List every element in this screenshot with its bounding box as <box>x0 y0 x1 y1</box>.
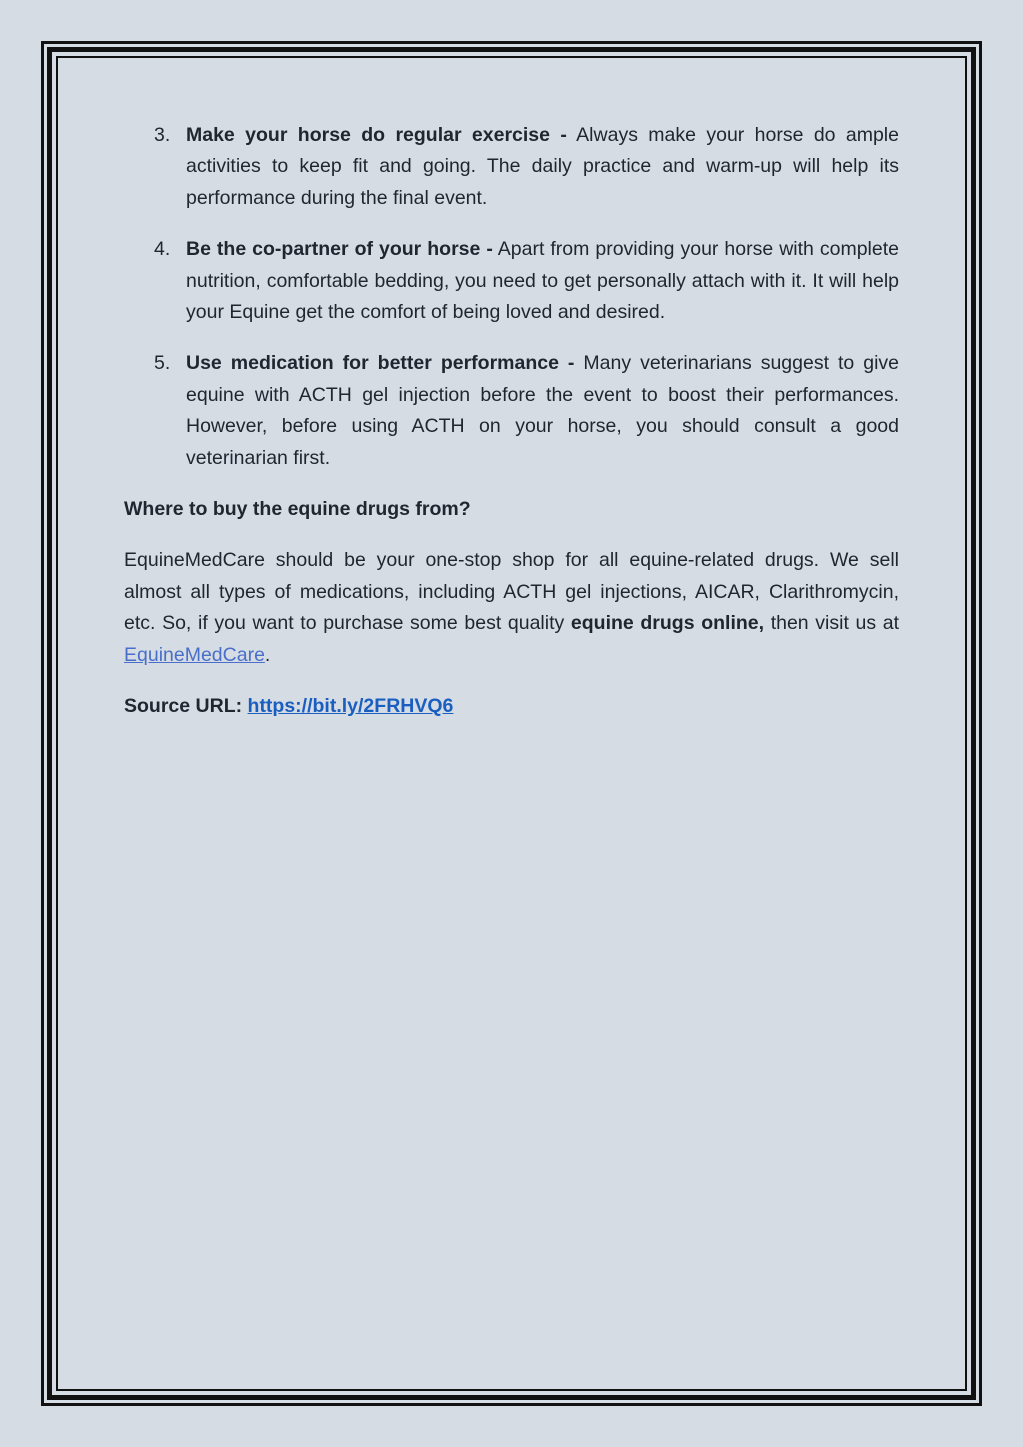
body-paragraph <box>124 545 899 671</box>
list-number: 4. <box>154 238 171 261</box>
source-line <box>124 691 899 722</box>
list-item-text: Always make your horse do ample activities to keep fit and going. The daily practice and warm-up will help its performance during the final event. <box>186 124 899 209</box>
section-heading: Where to buy the equine drugs from? <box>124 498 471 521</box>
numbered-list <box>124 120 899 474</box>
list-item <box>124 234 899 328</box>
list-item-text: Apart from providing your horse with complete nutrition, comfortable bedding, you need to get personally attach with it. It will help your Equine get the comfort of being loved and desired. <box>186 238 899 324</box>
paragraph-end: . <box>264 643 271 666</box>
paragraph-text: EquineMedCare should be your one-stop shop for all equine-related drugs. We sell almost all types of medications, including ACTH gel injections, AICAR, Clarithromycin, etc. So, if you want to purchase some best quality <box>124 549 899 635</box>
list-number: 3. <box>154 124 171 146</box>
document-content <box>124 120 899 743</box>
list-item-title: Be the co-partner of your horse - <box>186 238 493 261</box>
source-url-link[interactable]: https://bit.ly/2FRHVQ6 <box>247 695 454 718</box>
equinemedcare-link[interactable]: EquineMedCare <box>124 643 265 666</box>
source-label: Source URL: <box>124 695 243 718</box>
list-item <box>124 348 899 474</box>
list-item-text: Many veterinarians suggest to give equine with ACTH gel injection before the event to boost their performances. However, before using ACTH on your horse, you should consult a good veterinarian first. <box>186 352 899 469</box>
list-number: 5. <box>154 352 171 375</box>
paragraph-bold-text: equine drugs online, <box>570 612 765 635</box>
list-item-title: Use medication for better performance - <box>186 352 575 375</box>
paragraph-text-cont: then visit us at <box>770 612 900 635</box>
list-item-title: Make your horse do regular exercise - <box>186 124 567 146</box>
list-item <box>124 120 899 214</box>
